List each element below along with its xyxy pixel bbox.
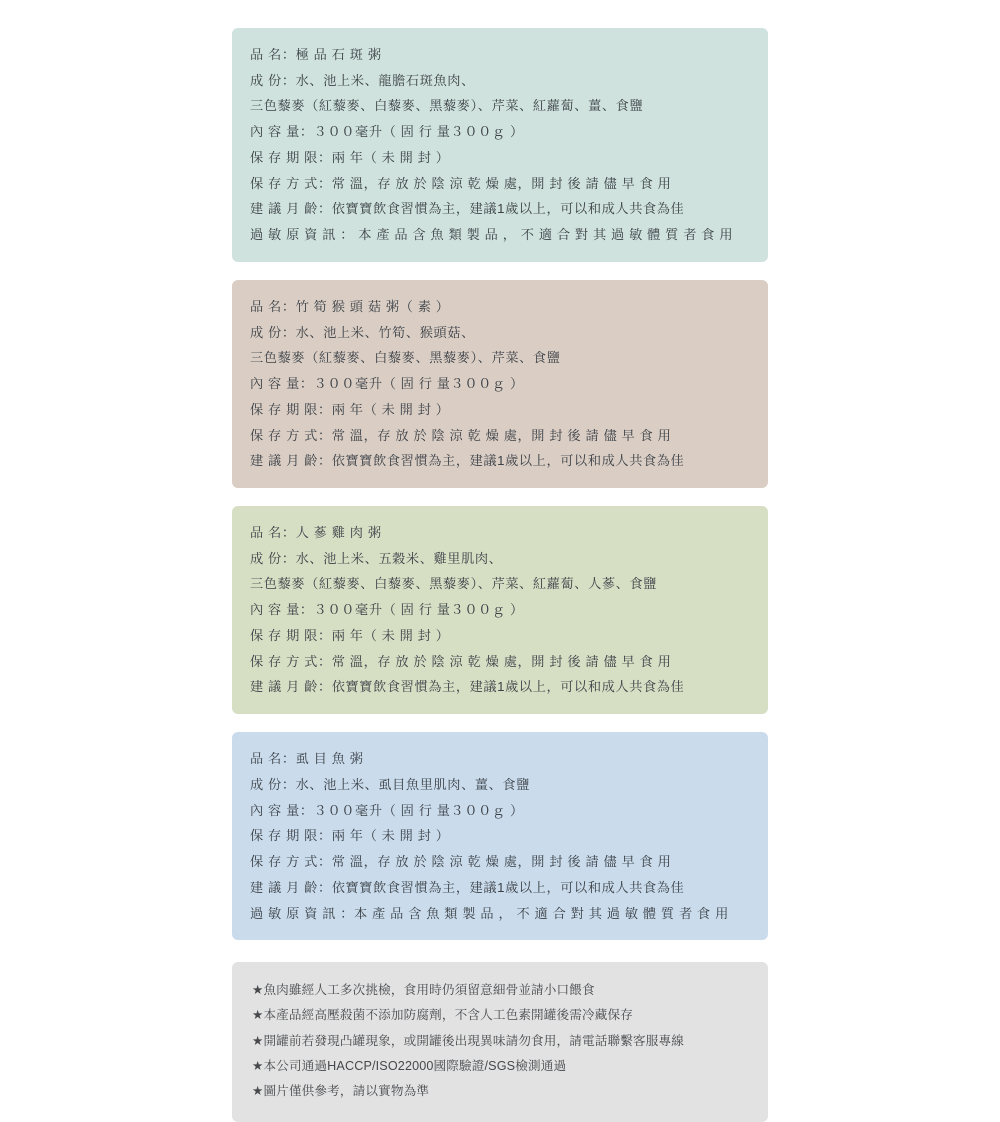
label-line: 三色藜麥（紅藜麥、白藜麥、黑藜麥）、芹菜、食鹽 <box>250 350 561 366</box>
label-line: 內 容 量：３００毫升（ 固 行 量３００ｇ ） <box>250 802 524 818</box>
label-line: 保 存 方 式：常 溫，存 放 於 陰 涼 乾 燥 處，開 封 後 請 儘 早 食 用 <box>250 427 672 443</box>
note-line: ★圖片僅供參考，請以實物為準 <box>252 1084 430 1099</box>
label-line: 成 份：水、池上米、龍膽石斑魚肉、 <box>250 72 475 88</box>
product-card-grouper-congee <box>232 28 768 262</box>
label-line: 三色藜麥（紅藜麥、白藜麥、黑藜麥）、芹菜、紅蘿蔔、薑、食鹽 <box>250 98 644 114</box>
note-line: ★本產品經高壓殺菌不添加防腐劑，不含人工色素開罐後需冷藏保存 <box>252 1008 634 1023</box>
label-line: 品 名：虱 目 魚 粥 <box>250 751 364 767</box>
product-card-milkfish-congee <box>232 732 768 940</box>
label-line: 建 議 月 齡：依寶寶飲食習慣為主，建議1歲以上，可以和成人共食為佳 <box>250 879 685 895</box>
label-line: 品 名：人 蔘 雞 肉 粥 <box>250 525 382 541</box>
label-line: 保 存 方 式：常 溫，存 放 於 陰 涼 乾 燥 處，開 封 後 請 儘 早 食 用 <box>250 175 672 191</box>
label-line: 品 名：極 品 石 斑 粥 <box>250 47 382 62</box>
label-line: 建 議 月 齡：依寶寶飲食習慣為主，建議1歲以上，可以和成人共食為佳 <box>250 453 685 469</box>
label-line: 保 存 方 式：常 溫，存 放 於 陰 涼 乾 燥 處，開 封 後 請 儘 早 食 用 <box>250 854 672 870</box>
label-line: 保 存 方 式：常 溫，存 放 於 陰 涼 乾 燥 處，開 封 後 請 儘 早 食 用 <box>250 653 672 669</box>
label-line: 品 名：竹 筍 猴 頭 菇 粥（ 素 ） <box>250 298 450 314</box>
note-line: ★本公司通過HACCP/ISO22000國際驗證/SGS檢測通過 <box>252 1058 567 1073</box>
label-line: 建 議 月 齡：依寶寶飲食習慣為主，建議1歲以上，可以和成人共食為佳 <box>250 679 685 695</box>
label-line: 三色藜麥（紅藜麥、白藜麥、黑藜麥）、芹菜、紅蘿蔔、人蔘、食鹽 <box>250 576 658 592</box>
product-notes-card <box>232 962 768 1122</box>
label-line: 保 存 期 限：兩 年（ 未 開 封 ） <box>250 627 450 643</box>
label-line: 過 敏 原 資 訊 ：本 產 品 含 魚 類 製 品 ， 不 適 合 對 其 過 敏 體 質 者 食 用 <box>250 905 729 921</box>
label-line: 內 容 量：３００毫升（ 固 行 量３００ｇ ） <box>250 602 524 618</box>
product-card-bamboo-monkeyhead-congee <box>232 280 768 488</box>
product-card-ginseng-chicken-congee <box>232 506 768 714</box>
note-line: ★開罐前若發現凸罐現象，或開罐後出現異味請勿食用，請電話聯繫客服專線 <box>252 1033 684 1048</box>
label-line: 成 份：水、池上米、虱目魚里肌肉、薑、食鹽 <box>250 776 531 792</box>
label-line: 保 存 期 限：兩 年（ 未 開 封 ） <box>250 149 450 165</box>
label-line: 內 容 量：３００毫升（ 固 行 量３００ｇ ） <box>250 376 524 392</box>
label-line: 保 存 期 限：兩 年（ 未 開 封 ） <box>250 828 450 844</box>
note-line: ★魚肉雖經人工多次挑檢，食用時仍須留意細骨並請小口餵食 <box>252 983 595 998</box>
label-line: 建 議 月 齡：依寶寶飲食習慣為主，建議1歲以上，可以和成人共食為佳 <box>250 201 685 217</box>
label-line: 成 份：水、池上米、五穀米、雞里肌肉、 <box>250 550 503 566</box>
label-line: 過 敏 原 資 訊 ： 本 產 品 含 魚 類 製 品 ， 不 適 合 對 其 過 敏 體 質 者 食 用 <box>250 227 734 243</box>
label-line: 保 存 期 限：兩 年（ 未 開 封 ） <box>250 401 450 417</box>
label-line: 內 容 量：３００毫升（ 固 行 量３００ｇ ） <box>250 124 524 140</box>
label-line: 成 份：水、池上米、竹筍、猴頭菇、 <box>250 324 475 340</box>
